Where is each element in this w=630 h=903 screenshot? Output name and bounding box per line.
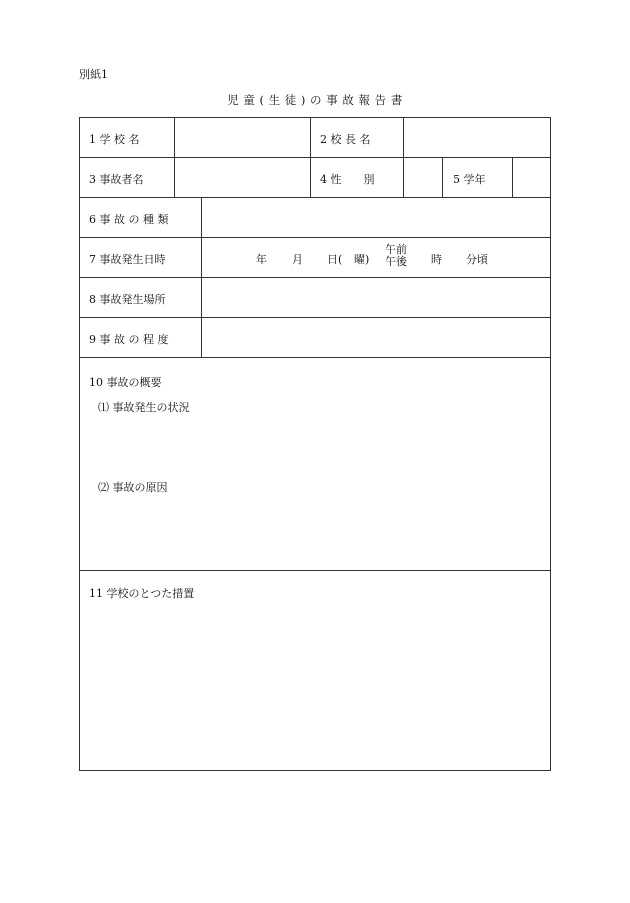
column-divider	[174, 118, 175, 197]
row-divider	[80, 357, 550, 358]
label-school-name: 1 学 校 名	[89, 133, 140, 146]
column-divider	[403, 118, 404, 197]
row-divider	[80, 237, 550, 238]
document-label: 別紙1	[79, 68, 108, 81]
column-divider	[201, 197, 202, 357]
label-accident-type: 6 事 故 の 種 類	[89, 213, 169, 226]
summary-item-circumstances: ⑴ 事故発生の状況	[98, 401, 190, 414]
column-divider	[442, 157, 443, 197]
row-divider	[80, 570, 550, 571]
datetime-weekday: 曜)	[354, 253, 370, 266]
datetime-hour: 時	[431, 253, 442, 266]
label-location: 8 事故発生場所	[89, 293, 166, 306]
document-title: 児 童 ( 生 徒 ) の 事 故 報 告 書	[227, 93, 403, 107]
label-datetime: 7 事故発生日時	[89, 253, 166, 266]
datetime-day: 日(	[327, 253, 343, 266]
row-divider	[80, 157, 550, 158]
row-divider	[80, 317, 550, 318]
datetime-ampm	[385, 244, 407, 268]
summary-heading: 10 事故の概要	[89, 376, 162, 389]
column-divider	[512, 157, 513, 197]
datetime-am: 午前	[385, 243, 407, 256]
datetime-minute: 分頃	[466, 253, 488, 266]
label-severity: 9 事 故 の 程 度	[89, 333, 169, 346]
label-principal-name: 2 校 長 名	[320, 133, 371, 146]
datetime-month: 月	[292, 253, 303, 266]
label-victim-name: 3 事故者名	[89, 173, 144, 186]
row-divider	[80, 197, 550, 198]
column-divider	[310, 118, 311, 197]
measures-heading: 11 学校のとつた措置	[89, 587, 195, 600]
datetime-year: 年	[256, 253, 267, 266]
report-form-table	[79, 117, 551, 771]
datetime-pm: 午後	[385, 255, 407, 268]
label-sex: 4 性 別	[320, 173, 375, 186]
row-divider	[80, 277, 550, 278]
label-grade: 5 学年	[453, 173, 486, 186]
summary-item-cause: ⑵ 事故の原因	[98, 481, 168, 494]
